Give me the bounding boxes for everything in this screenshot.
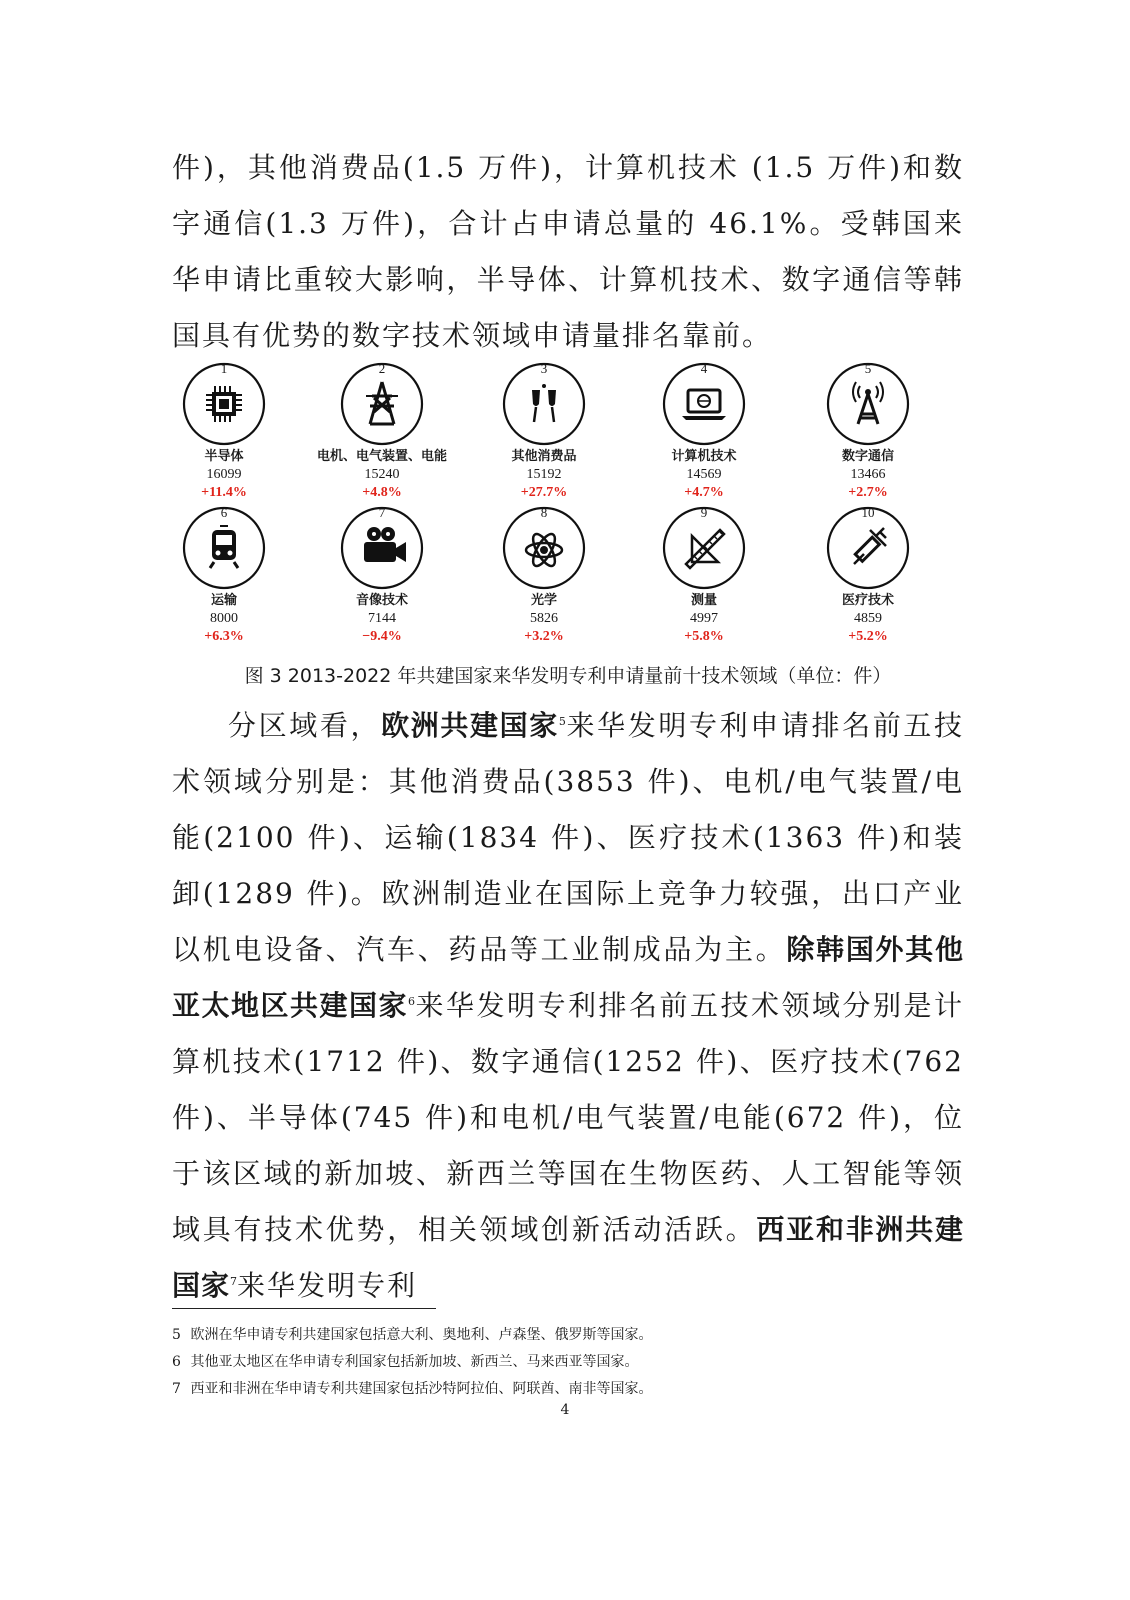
field-icon-badge bbox=[502, 506, 586, 590]
field-count: 4997 bbox=[690, 611, 718, 626]
footnote-ref-7[interactable]: 7 bbox=[230, 1275, 238, 1288]
field-icon-badge bbox=[502, 362, 586, 446]
field-icon-badge bbox=[826, 362, 910, 446]
field-growth: +5.8% bbox=[684, 629, 724, 644]
field-name: 运输 bbox=[210, 593, 237, 608]
field-count: 8000 bbox=[210, 611, 238, 626]
paragraph-2 bbox=[172, 698, 964, 1314]
paragraph-2-text-4: 来华发明专利 bbox=[237, 1269, 418, 1302]
paragraph-2-text-3: 来华发明专利排名前五技术领域分别是计算机技术(1712 件)、数字通信(1252 件)、医疗技术(762 件)、半导体(745 件)和电机/电气装置/电能(672 件)，位于该区域的新加坡、新西兰等国在生物医药、人工智能等领域具有技术优势，相关领域创新活动活跃。 bbox=[172, 989, 964, 1246]
footnote-separator bbox=[172, 1308, 436, 1309]
page-number: 4 bbox=[560, 1402, 570, 1418]
field-name: 其他消费品 bbox=[511, 449, 577, 464]
field-name: 计算机技术 bbox=[671, 449, 737, 464]
field-name: 电机、电气装置、电能 bbox=[316, 449, 447, 464]
footnotes bbox=[172, 1322, 964, 1403]
field-growth: +4.8% bbox=[362, 485, 402, 500]
field-name: 音像技术 bbox=[355, 593, 408, 608]
field-growth: +5.2% bbox=[848, 629, 888, 644]
field-rank: 3 bbox=[540, 361, 548, 376]
tech-field-item bbox=[622, 362, 786, 502]
field-count: 7144 bbox=[368, 611, 396, 626]
field-rank: 4 bbox=[700, 361, 708, 376]
field-rank: 10 bbox=[861, 505, 875, 520]
tech-field-item bbox=[622, 506, 786, 646]
field-name: 测量 bbox=[690, 593, 717, 608]
field-growth: +6.3% bbox=[204, 629, 244, 644]
field-growth: +2.7% bbox=[848, 485, 888, 500]
tech-field-item bbox=[142, 506, 306, 646]
field-count: 4859 bbox=[854, 611, 882, 626]
field-count: 15192 bbox=[526, 467, 562, 482]
field-count: 15240 bbox=[364, 467, 400, 482]
paragraph-2-text-2: 来华发明专利申请排名前五技术领域分别是：其他消费品(3853 件)、电机/电气装置/电能(2100 件)、运输(1834 件)、医疗技术(1363 件)和装卸(1289 件)。欧洲制造业在国际上竞争力较强，出口产业以机电设备、汽车、药品等工业制成品为主。 bbox=[172, 709, 964, 966]
paragraph-2-text-1: 分区域看， bbox=[228, 709, 382, 742]
top-ten-fields-figure bbox=[160, 362, 960, 652]
field-icon-badge bbox=[340, 506, 424, 590]
field-count: 14569 bbox=[686, 467, 722, 482]
field-rank: 9 bbox=[700, 505, 708, 520]
field-rank: 8 bbox=[540, 505, 548, 520]
bold-europe-countries: 欧洲共建国家 bbox=[381, 709, 559, 742]
field-rank: 2 bbox=[378, 361, 386, 376]
footnote-ref-6[interactable]: 6 bbox=[408, 995, 415, 1008]
tech-field-item bbox=[786, 506, 950, 646]
field-rank: 5 bbox=[864, 361, 872, 376]
tech-field-item bbox=[786, 362, 950, 502]
field-icon-badge bbox=[826, 506, 910, 590]
figure-caption: 图 3 2013-2022 年共建国家来华发明专利申请量前十技术领域（单位：件） bbox=[244, 665, 892, 687]
field-rank: 7 bbox=[378, 505, 386, 520]
field-name: 数字通信 bbox=[841, 449, 894, 464]
field-growth: +4.7% bbox=[684, 485, 724, 500]
bold-west-asia-africa-countries: 西亚和非洲共建国家 bbox=[172, 1213, 964, 1302]
paragraph-1: 件)，其他消费品(1.5 万件)，计算机技术 (1.5 万件)和数字通信(1.3 万件)，合计占申请总量的 46.1%。受韩国来华申请比重较大影响，半导体、计算机技术、数字通信等韩国具有优势的数字技术领域申请量排名靠前。 bbox=[172, 151, 964, 352]
field-icon-badge bbox=[182, 362, 266, 446]
field-growth: +27.7% bbox=[520, 485, 568, 500]
footnote-ref-5[interactable]: 5 bbox=[558, 715, 566, 728]
bold-asia-pacific-countries: 除韩国外其他亚太地区共建国家 bbox=[172, 933, 964, 1022]
tech-field-item bbox=[462, 362, 626, 502]
field-count: 16099 bbox=[206, 467, 242, 482]
field-name: 半导体 bbox=[204, 449, 244, 464]
footnote-7: 7 西亚和非洲在华申请专利共建国家包括沙特阿拉伯、阿联酋、南非等国家。 bbox=[172, 1381, 653, 1397]
tech-field-item bbox=[142, 362, 306, 502]
field-name: 光学 bbox=[530, 593, 557, 608]
field-growth: +11.4% bbox=[201, 485, 247, 500]
field-count: 13466 bbox=[850, 467, 886, 482]
field-icon-badge bbox=[182, 506, 266, 590]
field-rank: 1 bbox=[220, 361, 228, 376]
tech-field-item bbox=[300, 362, 464, 502]
field-icon-badge bbox=[340, 362, 424, 446]
field-growth: +3.2% bbox=[524, 629, 564, 644]
field-name: 医疗技术 bbox=[841, 593, 894, 608]
field-icon-badge bbox=[662, 362, 746, 446]
field-count: 5826 bbox=[530, 611, 558, 626]
tech-field-item bbox=[462, 506, 626, 646]
tech-field-item bbox=[300, 506, 464, 646]
field-icon-badge bbox=[662, 506, 746, 590]
footnote-5: 5 欧洲在华申请专利共建国家包括意大利、奥地利、卢森堡、俄罗斯等国家。 bbox=[172, 1327, 653, 1343]
footnote-6: 6 其他亚太地区在华申请专利国家包括新加坡、新西兰、马来西亚等国家。 bbox=[172, 1354, 639, 1370]
field-growth: −9.4% bbox=[362, 629, 402, 644]
field-rank: 6 bbox=[220, 505, 228, 520]
